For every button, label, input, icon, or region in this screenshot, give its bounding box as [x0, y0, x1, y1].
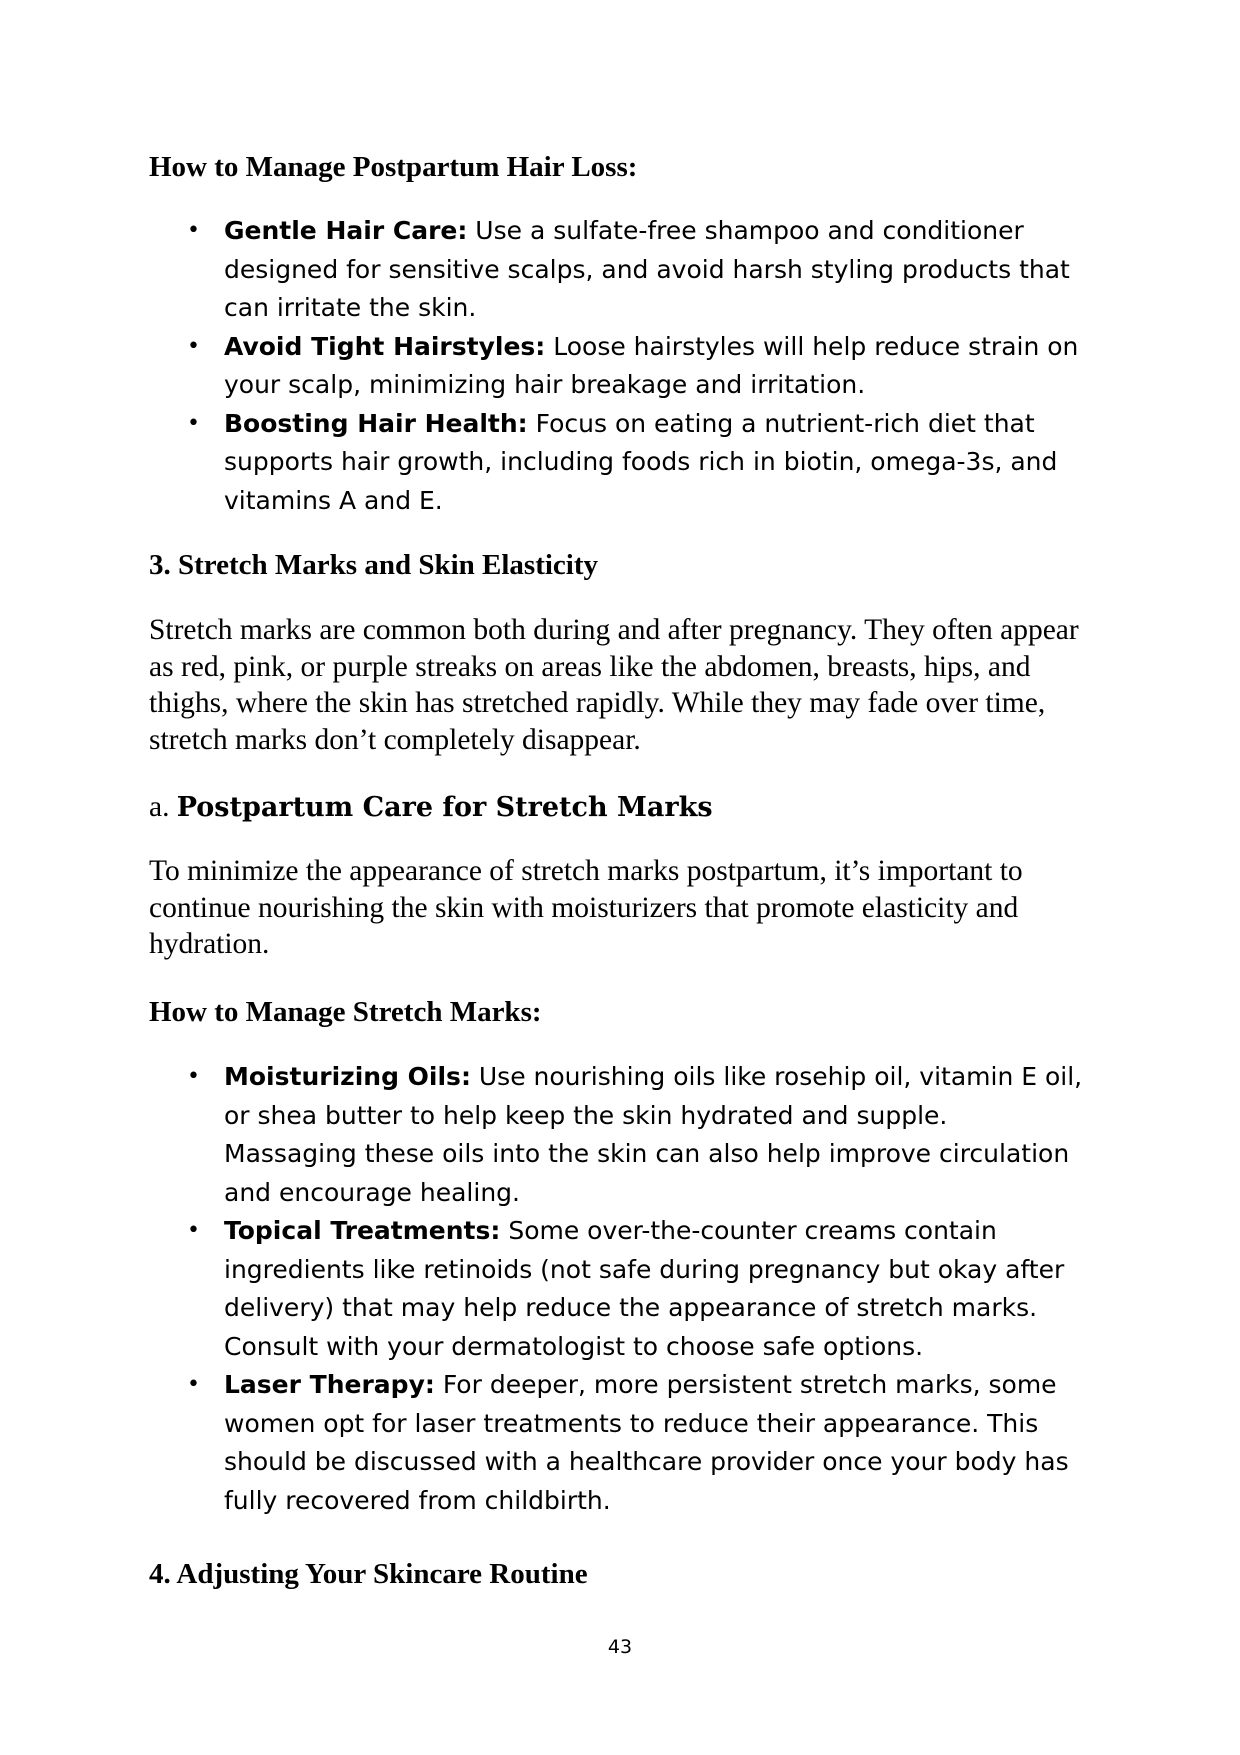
bullet-text: Loose hairstyles will help reduce strain on your scalp, minimizing hair breakage and irritation.	[224, 331, 1079, 399]
skincare-heading: 4. Adjusting Your Skincare Routine	[149, 1558, 588, 1590]
postpartum-care-heading	[149, 790, 713, 825]
hair-loss-bullet-list	[0, 212, 1084, 520]
bullet-dot: •	[187, 1218, 200, 1243]
bullet-text: Focus on eating a nutrient-rich diet that supports hair growth, including foods rich in biotin, omega-3s, and vitamins A and E.	[224, 408, 1058, 515]
stretch-manage-heading: How to Manage Stretch Marks:	[149, 996, 542, 1028]
bullet-dot: •	[187, 1064, 200, 1089]
bullet-text: For deeper, more persistent stretch marks, some women opt for laser treatments to reduce their appearance. This should be discussed with a healthcare provider once your body has fully recovered from childbirth.	[224, 1370, 1069, 1515]
page-number: 43	[607, 1636, 633, 1658]
bullet-lead: Moisturizing Oils:	[224, 1062, 471, 1091]
bullet-dot: •	[187, 1372, 200, 1397]
stretch-marks-paragraph: Stretch marks are common both during and after pregnancy. They often appear as red, pink, or purple streaks on areas like the abdomen, breasts, hips, and thighs, where the skin has stretched rapidly. While they may fade over time, stretch marks don’t completely disappear.	[149, 614, 1079, 756]
postpartum-care-title: Postpartum Care for Stretch Marks	[176, 792, 713, 823]
bullet-lead: Avoid Tight Hairstyles:	[224, 331, 546, 361]
stretch-manage-bullet-list	[0, 1058, 1084, 1520]
bullet-text: Some over-the-counter creams contain ingredients like retinoids (not safe during pregnancy but okay after delivery) that may help reduce the appearance of stretch marks. Consult with your dermatologist to choose safe options.	[224, 1216, 1065, 1361]
bullet-dot: •	[187, 333, 200, 359]
bullet-dot: •	[187, 410, 200, 436]
bullet-lead: Boosting Hair Health:	[224, 408, 528, 438]
bullet-text: Use nourishing oils like rosehip oil, vitamin E oil, or shea butter to help keep the skin hydrated and supple. Massaging these oils into the skin can also help improve circulation and encourage healing.	[224, 1062, 1083, 1207]
bullet-dot: •	[187, 218, 200, 243]
list-item	[0, 1058, 1084, 1212]
hair-loss-heading: How to Manage Postpartum Hair Loss:	[149, 151, 638, 183]
list-item	[0, 1366, 1084, 1520]
bullet-lead: Gentle Hair Care:	[224, 216, 468, 245]
list-item	[0, 1212, 1084, 1366]
postpartum-care-paragraph: To minimize the appearance of stretch marks postpartum, it’s important to continue nourishing the skin with moisturizers that promote elasticity and hydration.	[149, 855, 1023, 960]
bullet-lead: Topical Treatments:	[224, 1216, 501, 1245]
list-item	[0, 405, 1084, 521]
postpartum-care-prefix: a.	[149, 791, 170, 823]
list-item	[0, 212, 1084, 328]
bullet-lead: Laser Therapy:	[224, 1370, 435, 1399]
stretch-marks-heading: 3. Stretch Marks and Skin Elasticity	[149, 549, 599, 581]
list-item	[0, 328, 1084, 405]
bullet-text: Use a sulfate-free shampoo and conditioner designed for sensitive scalps, and avoid harsh styling products that can irritate the skin.	[224, 216, 1070, 322]
